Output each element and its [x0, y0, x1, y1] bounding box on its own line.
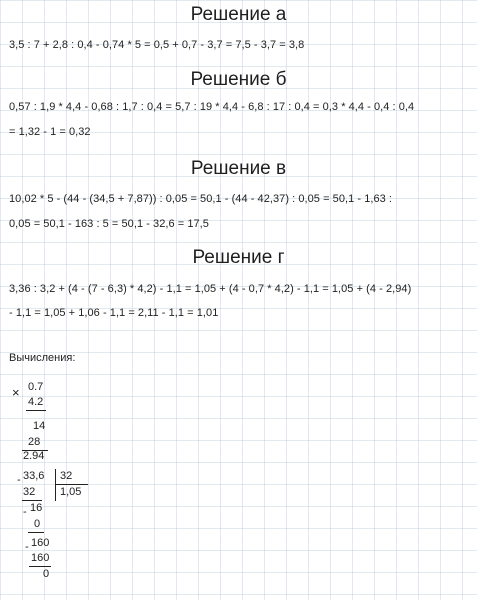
- section-v-line-1: 10,02 * 5 - (44 - (34,5 + 7,87)) : 0,05 = 50,1 - (44 - 42,37) : 0,05 = 50,1 - 1,63 :: [9, 193, 393, 205]
- mult-factor-2: 4.2: [28, 396, 44, 408]
- div-line-1: [22, 500, 42, 501]
- div-minus-3: -: [25, 541, 29, 553]
- div-line-3: [29, 566, 51, 567]
- div-divisor-line: [55, 484, 88, 485]
- div-zero-1: 0: [34, 518, 41, 530]
- div-line-2: [28, 532, 44, 533]
- section-g-line-1: 3,36 : 3,2 + (4 - (7 - 6,3) * 4,2) - 1,1 = 1,05 + (4 - 0,7 * 4,2) - 1,1 = 1,05 + (4 - 2,94): [9, 283, 412, 295]
- div-rem-final: 0: [43, 568, 50, 580]
- div-rem-1: 16: [30, 502, 43, 514]
- section-v-title: Решение в: [190, 158, 287, 179]
- mult-partial-2: 28: [28, 436, 41, 448]
- div-vertical-line: [55, 469, 56, 501]
- section-b-line-2: = 1,32 - 1 = 0,32: [9, 126, 91, 138]
- multiply-sign: ×: [12, 385, 20, 400]
- section-g-line-2: - 1,1 = 1,05 + 1,06 - 1,1 = 2,11 - 1,1 = 1,01: [9, 307, 219, 319]
- section-g-title: Решение г: [192, 247, 285, 268]
- div-quotient: 1,05: [60, 486, 82, 498]
- section-v-line-2: 0,05 = 50,1 - 163 : 5 = 50,1 - 32,6 = 17,5: [9, 218, 209, 230]
- section-b-title: Решение б: [190, 69, 287, 90]
- mult-line-1: [26, 410, 46, 411]
- calculations-label: Вычисления:: [9, 352, 76, 364]
- div-dividend: 33,6: [23, 470, 45, 482]
- section-a-title: Решение а: [190, 4, 287, 25]
- div-step-1: 32: [23, 486, 36, 498]
- mult-result: 2.94: [23, 450, 45, 462]
- div-divisor: 32: [60, 470, 73, 482]
- div-minus-1: -: [17, 474, 21, 486]
- section-a-line-1: 3,5 : 7 + 2,8 : 0,4 - 0,74 * 5 = 0,5 + 0,7 - 3,7 = 7,5 - 3,7 = 3,8: [9, 39, 305, 51]
- div-rem-2: 160: [31, 537, 50, 549]
- mult-factor-1: 0.7: [28, 381, 44, 393]
- div-step-2: 160: [31, 552, 50, 564]
- section-b-line-1: 0,57 : 1,9 * 4,4 - 0,68 : 1,7 : 0,4 = 5,7 : 19 * 4,4 - 6,8 : 17 : 0,4 = 0,3 * 4,4 - 0,4 : 0,4: [9, 101, 415, 113]
- mult-partial-1: 14: [33, 420, 46, 432]
- div-minus-2: -: [23, 506, 27, 518]
